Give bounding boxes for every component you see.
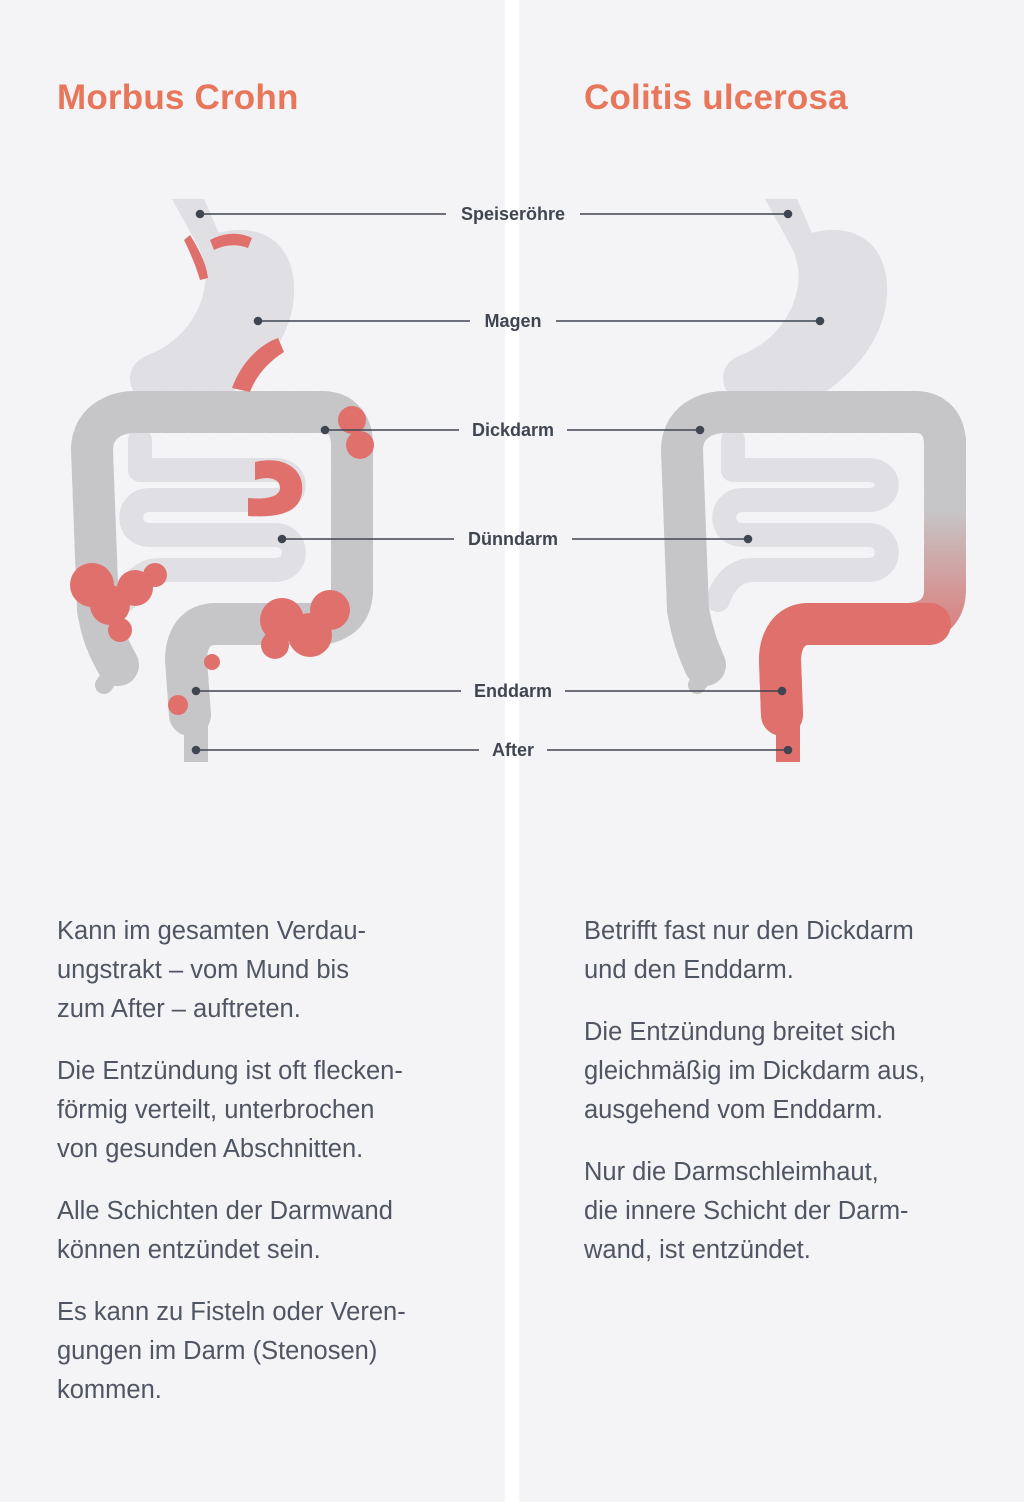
organ-labels	[461, 204, 565, 760]
label-enddarm: Enddarm	[473, 681, 553, 701]
label-after: After	[491, 740, 535, 760]
crohn-paragraph-1: Kann im gesamten Verdau- ungstrakt – vom Mund bis zum After – auftreten.	[57, 917, 367, 1023]
label-duenndarm: Dünndarm	[468, 529, 558, 549]
crohn-paragraph-2: Die Entzündung ist oft flecken- förmig verteilt, unterbrochen von gesunden Abschnitten.	[57, 1057, 403, 1163]
colitis-paragraph-1: Betrifft fast nur den Dickdarm und den Enddarm.	[584, 917, 914, 984]
colitis-description	[584, 912, 984, 1293]
label-dickdarm: Dickdarm	[471, 420, 555, 440]
label-speiseroehre: Speiseröhre	[460, 204, 566, 224]
colitis-tract	[682, 199, 945, 762]
label-magen: Magen	[484, 311, 542, 331]
colitis-colon-overlay	[780, 624, 930, 715]
crohn-paragraph-4: Es kann zu Fisteln oder Veren- gungen im Darm (Stenosen) kommen.	[57, 1298, 406, 1404]
title-morbus-crohn: Morbus Crohn	[57, 78, 299, 117]
title-colitis-ulcerosa: Colitis ulcerosa	[584, 78, 848, 117]
crohn-tract	[70, 199, 374, 762]
crohn-description	[57, 912, 477, 1433]
crohn-paragraph-3: Alle Schichten der Darmwand können entzündet sein.	[57, 1197, 393, 1264]
colitis-small-intestine	[718, 440, 887, 600]
colitis-paragraph-2: Die Entzündung breitet sich gleichmäßig im Dickdarm aus, ausgehend vom Enddarm.	[584, 1018, 926, 1124]
colitis-paragraph-3: Nur die Darmschleimhaut, die innere Schicht der Darm- wand, ist entzündet.	[584, 1158, 909, 1264]
colitis-stomach	[723, 225, 887, 392]
crohn-stomach	[130, 225, 294, 392]
